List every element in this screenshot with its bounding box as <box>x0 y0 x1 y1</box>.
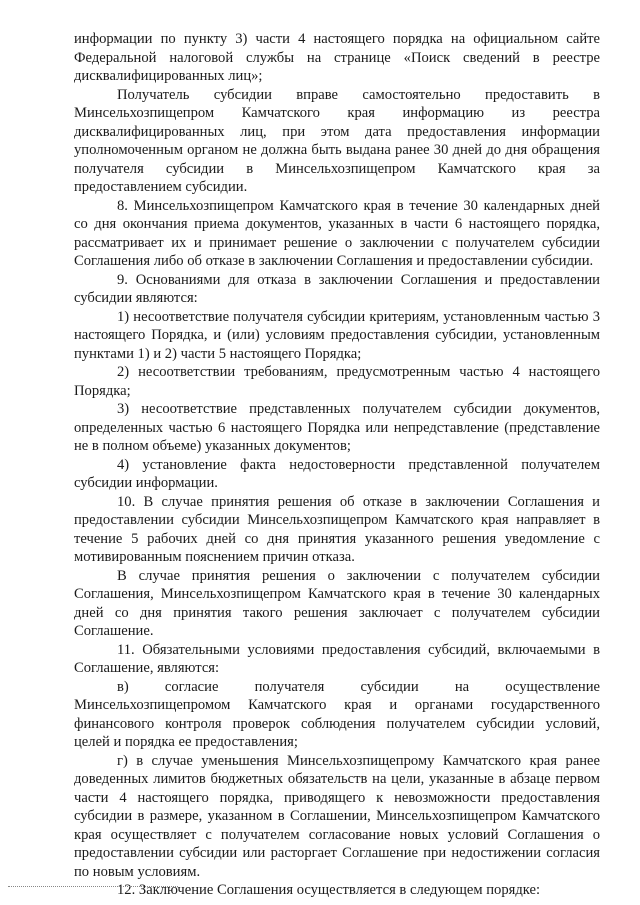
text-line: Соглашение, являются: <box>74 660 220 676</box>
text-line: в) согласие получателя субсидии на осуществление <box>117 678 600 695</box>
text-line: Соглашение. <box>74 623 154 639</box>
text-line: 12. Заключение Соглашения осуществляется в следующем порядке: <box>117 882 541 898</box>
text-line: части 4 настоящего порядка, приводящего к невозможности предоставления <box>74 789 600 806</box>
text-line: 4) установление факта недостоверности представленной получателем <box>117 456 600 473</box>
document-page <box>74 30 600 900</box>
text-line: рассматривает их и принимает решение о заключении с получателем субсидии <box>74 234 600 251</box>
text-line: Минсельхозпищепромом Камчатского края и органами государственного <box>74 697 600 713</box>
text-line: предоставлении субсидии или расторгает Соглашение при недостижении согласия <box>74 845 600 861</box>
text-line: течение 5 рабочих дней со дня принятия указанного решения уведомление с <box>74 530 600 547</box>
text-line: 1) несоответствие получателя субсидии критериям, установленным частью 3 <box>117 308 600 325</box>
text-line: доведенных лимитов бюджетных обязательств на цели, указанные в абзаце первом <box>74 771 600 787</box>
text-line: уполномоченным органом не должна быть выдана ранее 30 дней до дня обращения <box>74 142 600 158</box>
text-line: со дня окончания приема документов, указанных в части 6 настоящего порядка, <box>74 216 600 232</box>
text-line: информации по пункту 3) части 4 настоящего порядка на официальном сайте <box>74 31 600 47</box>
text-line: г) в случае уменьшения Минсельхозпищепрому Камчатского края ранее <box>117 752 600 769</box>
text-line: получателя субсидии в Минсельхозпищепром Камчатского края за <box>74 160 600 177</box>
text-line: пунктами 1) и 2) части 5 настоящего Порядка; <box>74 345 362 362</box>
text-line: целей и порядка ее предоставления; <box>74 734 298 750</box>
footer-divider <box>8 886 178 887</box>
text-line: Федеральной налоговой службы на странице «Поиск сведений в реестре <box>74 49 600 66</box>
text-line: настоящего Порядка, и (или) условиям предоставления субсидии, установленным <box>74 327 600 343</box>
text-line: Минсельхозпищепром Камчатского края информацию из реестра <box>74 105 600 121</box>
text-line: не в полном объеме) указанных документов; <box>74 438 351 454</box>
text-line: Получатель субсидии вправе самостоятельно предоставить в <box>117 86 600 103</box>
text-line: края осуществляет с получателем согласование новых условий Соглашения о <box>74 826 600 843</box>
text-line: 11. Обязательными условиями предоставления субсидий, включаемыми в <box>117 641 600 658</box>
text-line: Порядка; <box>74 382 131 399</box>
text-line: Соглашения либо об отказе в заключении Соглашения и предоставлении субсидии. <box>74 253 594 269</box>
text-line: субсидии являются: <box>74 290 198 306</box>
text-line: 8. Минсельхозпищепром Камчатского края в течение 30 календарных дней <box>117 197 600 214</box>
text-line: 3) несоответствие представленных получателем субсидии документов, <box>117 401 600 417</box>
text-line: 9. Основаниями для отказа в заключении Соглашения и предоставлении <box>117 271 600 288</box>
text-line: дисквалифицированных лиц»; <box>74 68 263 84</box>
text-line: субсидии информации. <box>74 475 218 491</box>
text-line: финансового контроля проверок соблюдения получателем субсидии условий, <box>74 715 600 732</box>
text-line: дисквалифицированных лиц, при этом дата предоставления информации <box>74 123 600 140</box>
text-line: предоставлением субсидии. <box>74 179 248 195</box>
text-line: 10. В случае принятия решения об отказе в заключении Соглашения и <box>117 493 600 510</box>
text-line: по новым условиям. <box>74 863 201 880</box>
text-line: субсидии в размере, указанном в Соглашении, Минсельхозпищепром Камчатского <box>74 808 600 824</box>
text-line: предоставлении субсидии Минсельхозпищепром Камчатского края направляет в <box>74 512 600 528</box>
text-line: дней со дня принятия такого решения заключает с получателем субсидии <box>74 604 600 621</box>
text-line: 2) несоответствии требованиям, предусмотренным частью 4 настоящего <box>117 364 600 380</box>
text-line: В случае принятия решения о заключении с получателем субсидии <box>117 567 600 584</box>
text-line: Соглашения, Минсельхозпищепром Камчатского края в течение 30 календарных <box>74 586 600 602</box>
text-line: мотивированным пояснением причин отказа. <box>74 549 355 565</box>
text-line: определенных частью 6 настоящего Порядка или непредставление (представление <box>74 419 600 436</box>
